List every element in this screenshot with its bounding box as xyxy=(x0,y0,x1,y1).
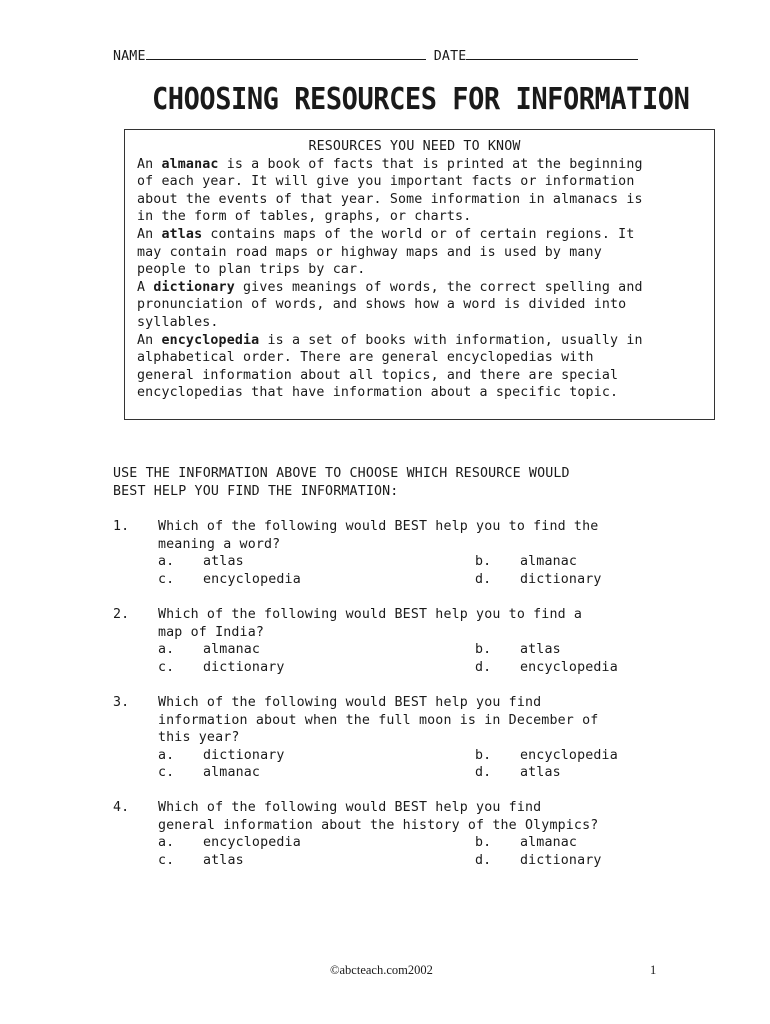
option-letter: a. xyxy=(158,835,175,851)
entry-line: contains maps of the world or of certain regions. It xyxy=(202,226,635,242)
name-label: NAME xyxy=(113,49,146,64)
page-title: CHOOSING RESOURCES FOR INFORMATION xyxy=(152,82,690,117)
option-text: atlas xyxy=(203,852,244,868)
option-text: encyclopedia xyxy=(520,659,618,675)
option-text: almanac xyxy=(203,765,261,781)
name-date-line xyxy=(113,46,653,66)
question-number: 3. xyxy=(113,695,130,710)
option-d[interactable] xyxy=(475,571,770,589)
option-letter: b. xyxy=(475,835,492,851)
option-letter: d. xyxy=(475,852,492,868)
option-c[interactable] xyxy=(158,764,475,782)
option-letter: d. xyxy=(475,571,492,587)
option-letter: b. xyxy=(475,747,492,763)
instructions xyxy=(113,465,673,500)
instructions-line: BEST HELP YOU FIND THE INFORMATION: xyxy=(113,483,399,499)
option-text: almanac xyxy=(520,835,578,851)
resources-box xyxy=(124,129,715,420)
entry-article: A xyxy=(137,279,146,295)
entry-article: An xyxy=(137,332,154,348)
term-dictionary: dictionary xyxy=(153,279,235,295)
option-letter: d. xyxy=(475,765,492,781)
option-text: encyclopedia xyxy=(203,571,301,587)
question-text: Which of the following would BEST help you find xyxy=(158,800,542,815)
option-text: dictionary xyxy=(203,747,285,763)
question-text: information about when the full moon is in December of xyxy=(158,712,599,728)
instructions-line: USE THE INFORMATION ABOVE TO CHOOSE WHICH RESOURCE WOULD xyxy=(113,466,570,481)
option-c[interactable] xyxy=(158,571,475,589)
entry-line: pronunciation of words, and shows how a word is divided into xyxy=(137,297,627,313)
option-letter: d. xyxy=(475,659,492,675)
option-a[interactable] xyxy=(158,747,475,765)
option-text: dictionary xyxy=(520,852,602,868)
entry-almanac xyxy=(137,156,702,174)
option-text: almanac xyxy=(203,642,261,658)
entry-dictionary xyxy=(137,279,702,297)
page-number: 1 xyxy=(650,963,657,977)
entry-article: An xyxy=(137,226,154,242)
entry-line: in the form of tables, graphs, or charts. xyxy=(137,209,472,225)
copyright-text: ©abcteach.com2002 xyxy=(330,963,433,977)
question-text: map of India? xyxy=(158,624,265,640)
entry-line: syllables. xyxy=(137,314,219,330)
entry-line: may contain road maps or highway maps and is used by many xyxy=(137,244,602,260)
entry-line: about the events of that year. Some information in almanacs is xyxy=(137,191,643,207)
option-b[interactable] xyxy=(475,834,770,852)
option-a[interactable] xyxy=(158,834,475,852)
option-letter: c. xyxy=(158,571,175,587)
option-text: encyclopedia xyxy=(203,835,301,851)
question-text: general information about the history of the Olympics? xyxy=(158,817,599,833)
option-letter: c. xyxy=(158,852,175,868)
option-letter: a. xyxy=(158,642,175,658)
date-label: DATE xyxy=(433,49,467,64)
option-text: encyclopedia xyxy=(520,747,618,763)
option-b[interactable] xyxy=(475,553,770,571)
term-encyclopedia: encyclopedia xyxy=(161,332,260,348)
option-a[interactable] xyxy=(158,641,475,659)
option-text: dictionary xyxy=(203,659,285,675)
option-text: atlas xyxy=(520,642,561,658)
option-a[interactable] xyxy=(158,553,475,571)
entry-line: people to plan trips by car. xyxy=(137,262,366,278)
question-text: this year? xyxy=(158,730,240,746)
entry-line: alphabetical order. There are general encyclopedias with xyxy=(137,350,594,366)
option-b[interactable] xyxy=(475,747,770,765)
option-text: almanac xyxy=(520,554,578,570)
option-text: dictionary xyxy=(520,571,602,587)
entry-line: is a set of books with information, usually in xyxy=(259,332,643,348)
option-c[interactable] xyxy=(158,852,475,870)
entry-atlas xyxy=(137,226,702,244)
option-letter: c. xyxy=(158,765,175,781)
question-text: meaning a word? xyxy=(158,536,281,552)
option-letter: b. xyxy=(475,642,492,658)
entry-encyclopedia xyxy=(137,332,702,350)
term-almanac: almanac xyxy=(161,156,219,172)
date-blank-field[interactable] xyxy=(466,46,638,60)
entry-line: of each year. It will give you important facts or information xyxy=(137,174,635,190)
question-4 xyxy=(113,799,673,869)
question-text: Which of the following would BEST help you find xyxy=(158,695,542,710)
question-number: 4. xyxy=(113,800,130,815)
question-2 xyxy=(113,606,673,676)
option-b[interactable] xyxy=(475,641,770,659)
entry-line: general information about all topics, and there are special xyxy=(137,367,619,383)
question-text: Which of the following would BEST help you to find a xyxy=(158,607,583,622)
entry-article: An xyxy=(137,156,154,172)
question-1 xyxy=(113,518,673,588)
name-blank-field[interactable] xyxy=(146,46,426,60)
entry-line: encyclopedias that have information about a specific topic. xyxy=(137,385,619,401)
term-atlas: atlas xyxy=(161,226,203,242)
option-letter: b. xyxy=(475,554,492,570)
entry-line: gives meanings of words, the correct spelling and xyxy=(234,279,643,295)
option-d[interactable] xyxy=(475,764,770,782)
option-letter: a. xyxy=(158,747,175,763)
question-3 xyxy=(113,694,673,782)
option-text: atlas xyxy=(520,765,561,781)
option-letter: c. xyxy=(158,659,175,675)
question-text: Which of the following would BEST help you to find the xyxy=(158,519,599,534)
option-d[interactable] xyxy=(475,659,770,677)
option-d[interactable] xyxy=(475,852,770,870)
option-c[interactable] xyxy=(158,659,475,677)
option-letter: a. xyxy=(158,554,175,570)
option-text: atlas xyxy=(203,554,244,570)
question-number: 1. xyxy=(113,519,130,534)
resources-heading: RESOURCES YOU NEED TO KNOW xyxy=(308,139,521,154)
question-number: 2. xyxy=(113,607,130,622)
entry-line: is a book of facts that is printed at the beginning xyxy=(218,156,643,172)
